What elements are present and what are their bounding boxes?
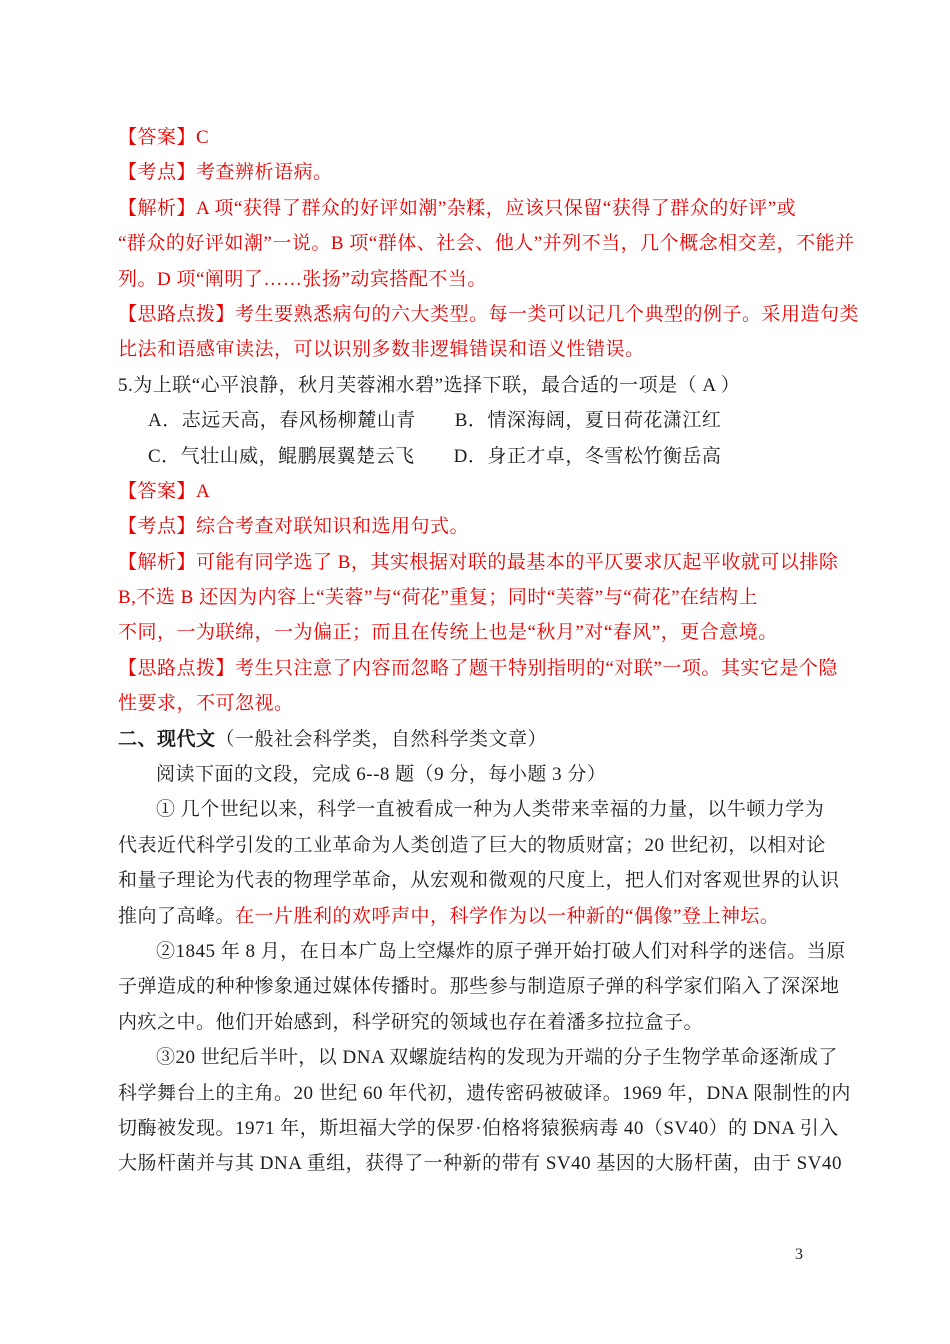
text-segment: C．气壮山威，鲲鹏展翼楚云飞 D．身正才卓，冬雪松竹衡岳高 [148,445,722,467]
text-segment: 性要求，不可忽视。 [118,693,294,715]
text-segment: 二、现代文 [118,728,216,750]
text-segment: 切酶被发现。1971 年，斯坦福大学的保罗·伯格将猿猴病毒 40（SV40）的 DNA 引入 [118,1117,839,1139]
text-segment: 【答案】C [118,127,210,148]
page-number: 3 [795,1246,803,1263]
text-segment: 【思路点拨】考生只注意了内容而忽略了题干特别指明的“对联”一项。其实它是个隐 [118,657,838,679]
text-line [118,863,840,898]
text-segment: 代表近代科学引发的工业革命为人类创造了巨大的物质财富；20 世纪初，以相对论 [118,834,826,856]
document-lines [118,120,860,1182]
text-segment: ③20 世纪后半叶，以 DNA 双螺旋结构的发现为开端的分子生物学革命逐渐成了 [156,1047,838,1069]
text-line [118,120,834,155]
text-segment: 5.为上联“心平浪静，秋月芙蓉湘水碧”选择下联，最合适的一项是（ A ） [118,374,741,396]
text-segment: 推向了高峰。 [118,905,236,927]
text-line [118,262,834,297]
text-line [118,297,860,332]
text-line [118,899,834,934]
text-line [118,1040,838,1075]
text-line [118,474,834,509]
text-line [118,439,834,474]
text-line [118,580,834,615]
text-segment: A．志远天高，春风杨柳麓山青 B．情深海阔，夏日荷花潇江红 [148,410,722,432]
text-line [118,509,834,544]
text-segment: 内疚之中。他们开始感到，科学研究的领域也存在着潘多拉拉盒子。 [118,1011,704,1033]
text-segment: 列。D 项“阐明了……张扬”动宾搭配不当。 [118,268,487,290]
text-line [118,1076,851,1111]
text-segment: 不同，一为联绵，一为偏正；而且在传统上也是“秋月”对“春风”，更合意境。 [118,622,778,644]
text-line [118,1111,839,1146]
text-line [118,792,834,827]
text-segment: 【解析】A 项“获得了群众的好评如潮”杂糅，应该只保留“获得了群众的好评”或 [118,197,797,219]
text-line [118,969,840,1004]
text-line [118,1146,842,1181]
text-line [118,934,846,969]
text-line [118,1005,834,1040]
text-segment: 阅读下面的文段，完成 6--8 题（9 分，每小题 3 分） [156,764,607,786]
text-segment: 大肠杆菌并与其 DNA 重组，获得了一种新的带有 SV40 基因的大肠杆菌，由于 SV40 [118,1153,842,1175]
text-line [118,615,834,650]
text-segment: ① 几个世纪以来，科学一直被看成一种为人类带来幸福的力量，以牛顿力学为 [156,799,825,821]
text-segment: （一般社会科学类，自然科学类文章） [215,728,548,750]
text-line [118,368,834,403]
text-line [118,403,834,438]
text-line [118,651,838,686]
text-segment: ②1845 年 8 月，在日本广岛上空爆炸的原子弹开始打破人们对科学的迷信。当原 [156,940,846,962]
text-segment: 比法和语感审读法，可以识别多数非逻辑错误和语义性错误。 [118,339,645,361]
text-segment: 在一片胜利的欢呼声中，科学作为以一种新的“偶像”登上神坛。 [235,905,780,927]
text-segment: 【答案】A [118,480,211,502]
text-line [118,155,834,190]
text-line [118,686,834,721]
text-segment: “群众的好评如潮”一说。B 项“群体、社会、他人”并列不当，几个概念相交差，不能并 [118,233,855,255]
text-line [118,722,834,757]
text-segment: B,不选 B 还因为内容上“芙蓉”与“荷花”重复；同时“芙蓉”与“荷花”在结构上 [118,587,759,609]
text-segment: 【考点】考查辨析语病。 [118,162,333,184]
text-line [118,332,834,367]
text-line [118,757,834,792]
text-segment: 【解析】可能有同学选了 B，其实根据对联的最基本的平仄要求仄起平收就可以排除 [118,551,839,573]
text-segment: 【考点】综合考查对联知识和选用句式。 [118,516,470,538]
text-segment: 科学舞台上的主角。20 世纪 60 年代初，遗传密码被破译。1969 年，DNA 限制性的内 [118,1082,851,1104]
text-line [118,226,855,261]
text-segment: 和量子理论为代表的物理学革命，从宏观和微观的尺度上，把人们对客观世界的认识 [118,870,840,892]
text-line [118,191,834,226]
text-segment: 子弹造成的种种惨象通过媒体传播时。那些参与制造原子弹的科学家们陷入了深深地 [118,976,840,998]
text-line [118,828,834,863]
text-line [118,545,839,580]
text-segment: 【思路点拨】考生要熟悉病句的六大类型。每一类可以记几个典型的例子。采用造句类 [118,303,860,325]
